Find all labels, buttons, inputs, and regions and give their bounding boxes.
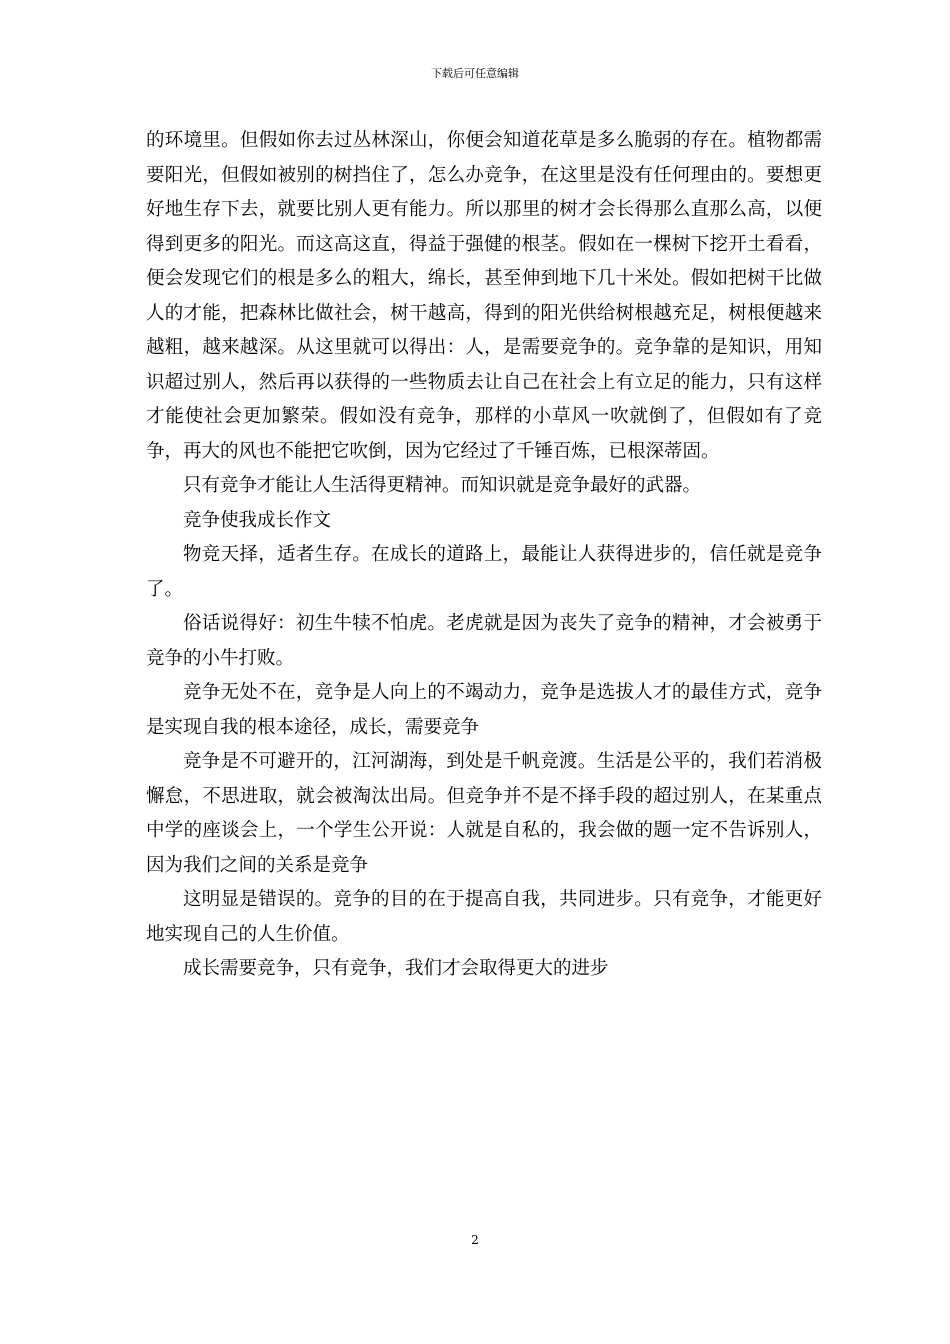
- paragraph: 成长需要竞争，只有竞争，我们才会取得更大的进步: [183, 958, 609, 979]
- paragraph-heading: 竞争使我成长作文: [183, 509, 332, 531]
- paragraph: 竞争无处不在，竞争是人向上的不竭动力，竞争是选拔人才的最佳方式，竞争是实现自我的根本途径，成长，需要竞争: [146, 682, 822, 738]
- paragraph: 竞争是不可避开的，江河湖海，到处是千帆竞渡。生活是公平的，我们若消极懈怠，不思进取，就会被淘汰出局。但竞争并不是不择手段的超过别人，在某重点中学的座谈会上，一个学生公开说：人就是自私的，我会做的题一定不告诉别人，因为我们之间的关系是竞争: [146, 751, 822, 876]
- paragraph: 只有竞争才能让人生活得更精神。而知识就是竞争最好的武器。: [183, 475, 702, 496]
- page-header: 下载后可任意编辑: [431, 67, 519, 80]
- paragraph: 这明显是错误的。竞争的目的在于提高自我，共同进步。只有竞争，才能更好地实现自己的人生价值。: [146, 889, 822, 945]
- paragraph: 的环境里。但假如你去过丛林深山，你便会知道花草是多么脆弱的存在。植物都需要阳光，但假如被别的树挡住了，怎么办竞争，在这里是没有任何理由的。要想更好地生存下去，就要比别人更有能力。所以那里的树才会长得那么直那么高，以便得到更多的阳光。而这高这直，得益于强健的根茎。假如在一棵树下挖开土看看，便会发现它们的根是多么的粗大，绵长，甚至伸到地下几十米处。假如把树干比做人的才能，把森林比做社会，树干越高，得到的阳光供给树根越充足，树根便越来越粗，越来越深。从这里就可以得出：人，是需要竞争的。竞争靠的是知识，用知识超过别人，然后再以获得的一些物质去让自己在社会上有立足的能力，只有这样才能使社会更加繁荣。假如没有竞争，那样的小草风一吹就倒了，但假如有了竞争，再大的风也不能把它吹倒，因为它经过了千锤百炼，已根深蒂固。: [146, 130, 822, 462]
- page-number: 2: [471, 1233, 479, 1247]
- paragraph: 俗话说得好：初生牛犊不怕虎。老虎就是因为丧失了竞争的精神，才会被勇于竞争的小牛打败。: [146, 613, 822, 669]
- paragraph: 物竞天择，适者生存。在成长的道路上，最能让人获得进步的，信任就是竞争了。: [146, 544, 822, 600]
- document-body: [146, 124, 822, 987]
